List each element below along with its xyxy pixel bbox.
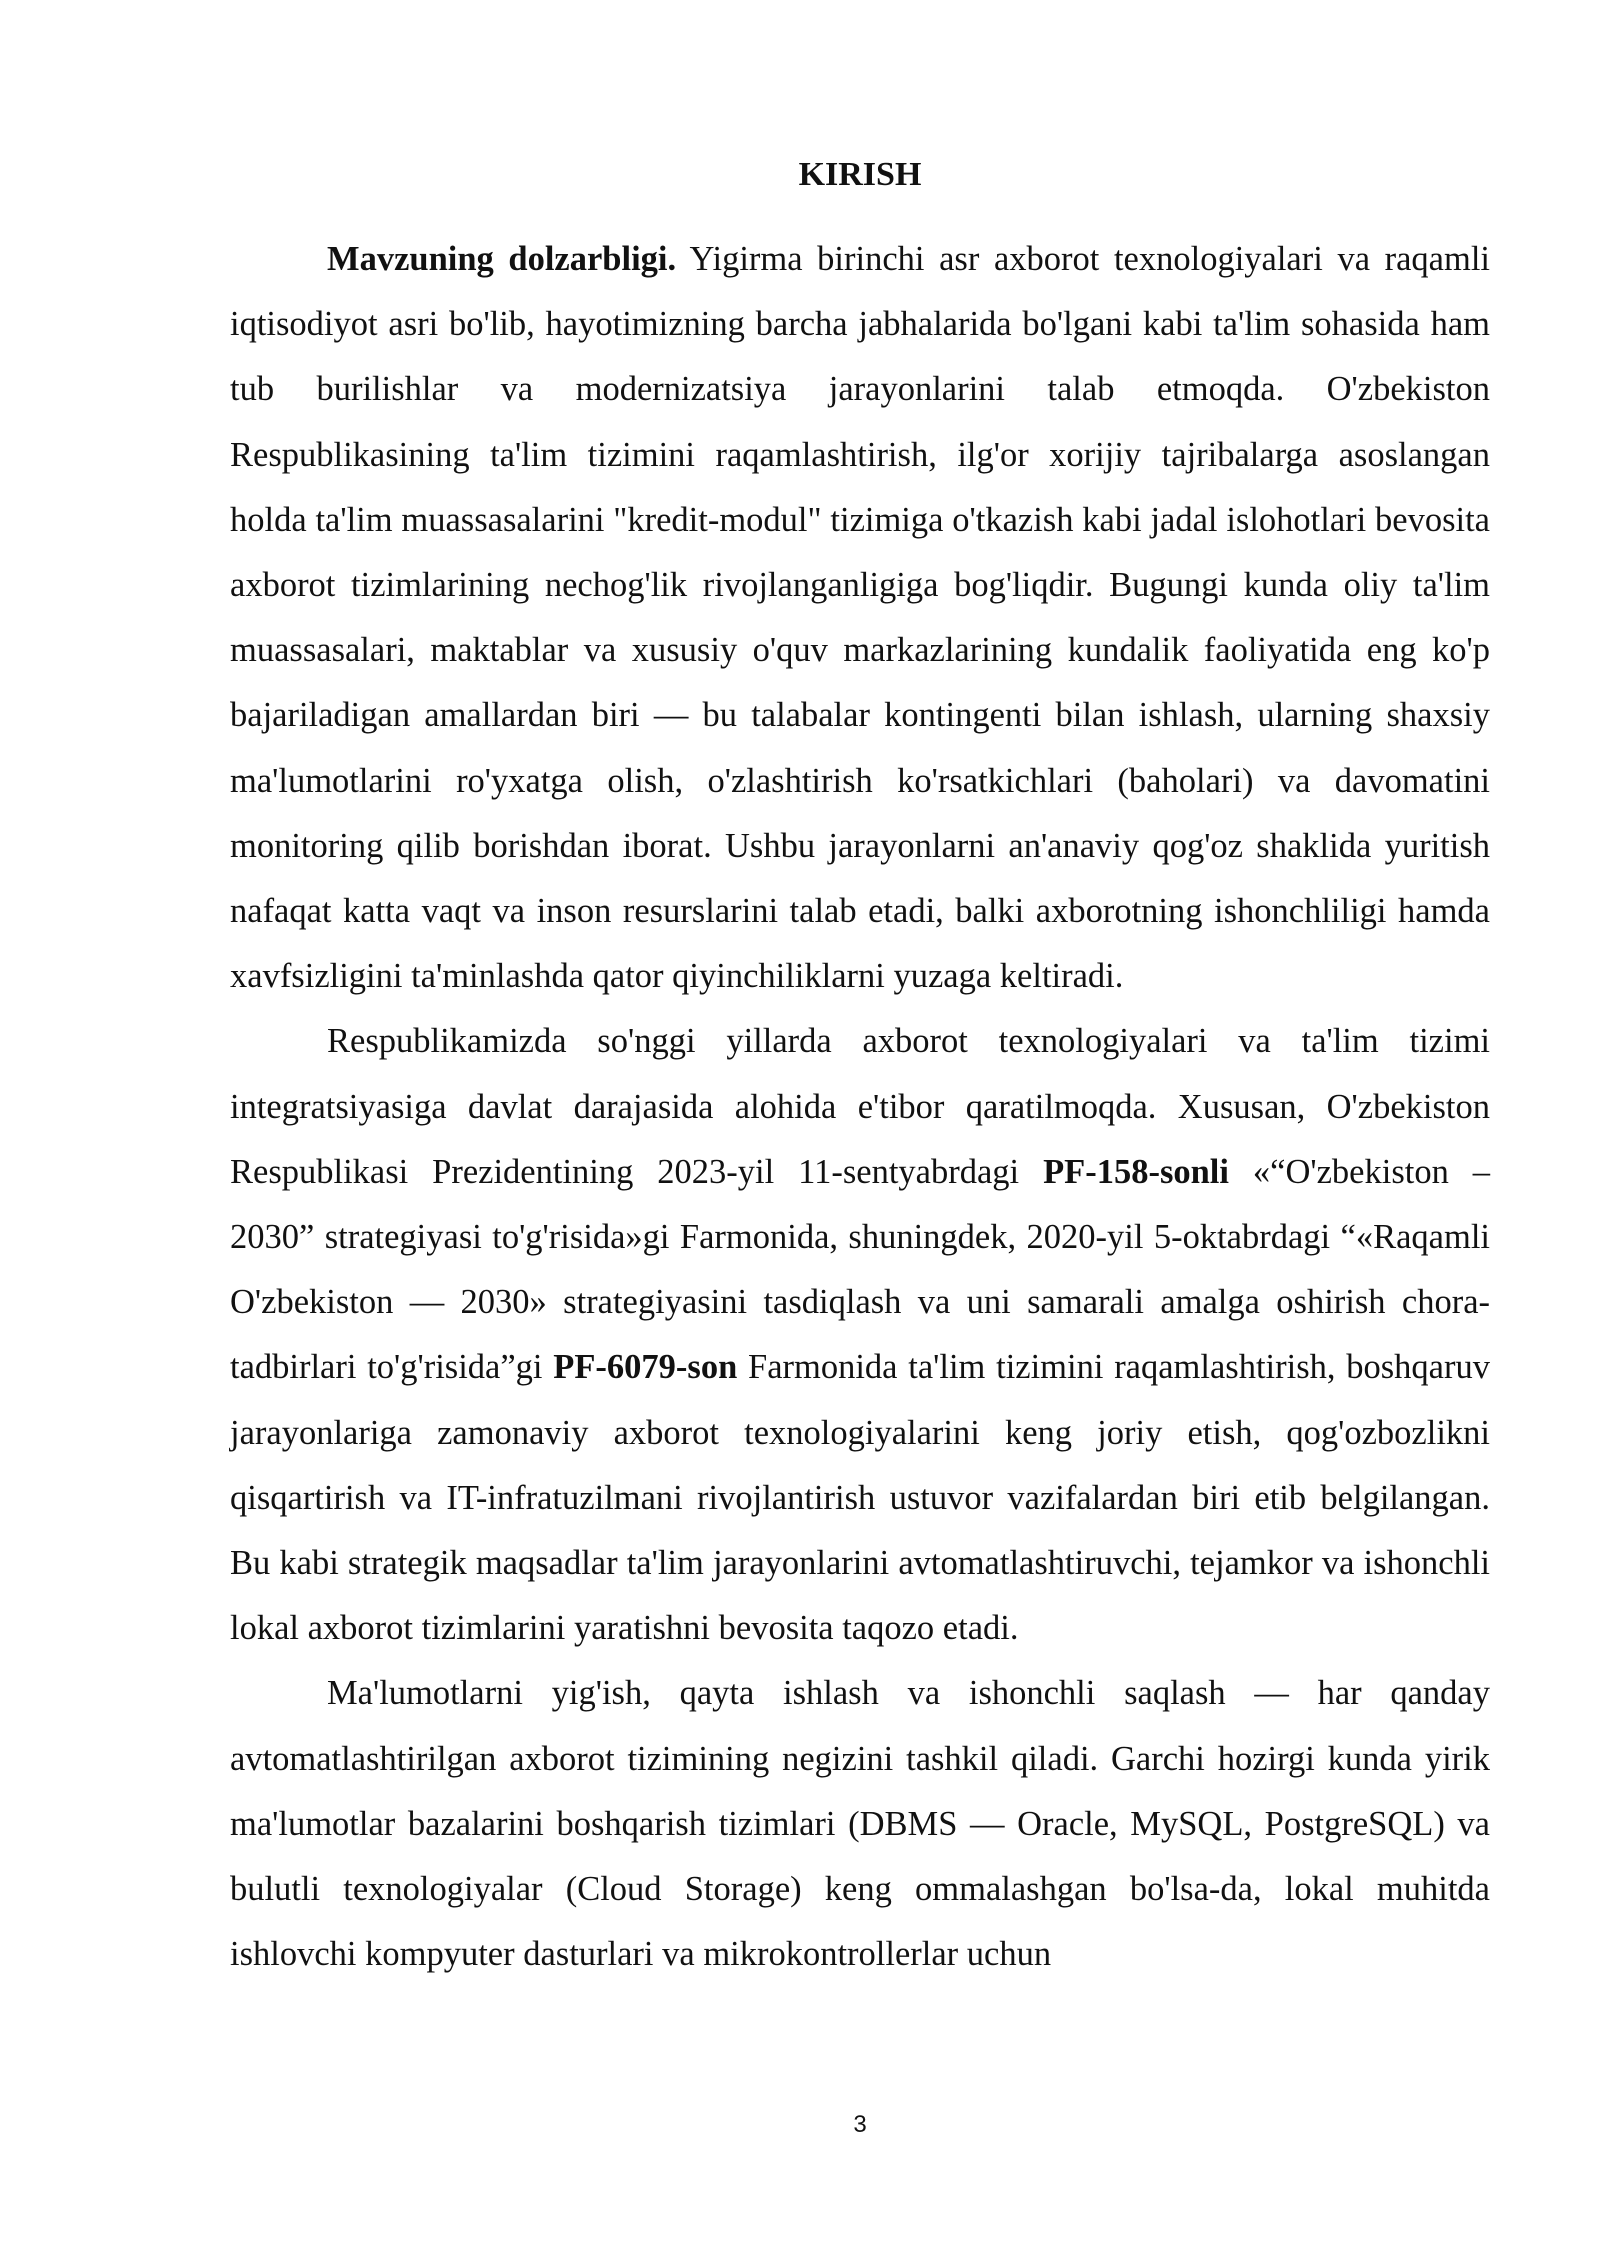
- decree-number: PF-158-sonli: [1043, 1152, 1229, 1191]
- paragraph-data-storage: [230, 1661, 1490, 1987]
- paragraph-state-policy: [230, 1009, 1490, 1661]
- paragraph-relevance: [230, 227, 1490, 1009]
- paragraph-lead-term: Mavzuning dolzarbligi.: [327, 240, 677, 278]
- page-number: 3: [853, 2111, 867, 2138]
- section-heading: KIRISH: [798, 156, 922, 193]
- paragraph-text: «“O'zbekiston – 2030” strategiyasi to'g'risida»gi Farmonida, shuningdek, 2020-yil 5-oktabrdagi “«Raqamli O'zbekiston — 2030» strategiyasini tasdiqlash va uni samarali amalga oshirish chora-tadbirlari to'g'risida”gi: [230, 1152, 1491, 1387]
- paragraph-text: Respublikamizda so'nggi yillarda axborot texnologiyalari va ta'lim tizimi integratsiyasiga davlat darajasida alohida e'tibor qaratilmoqda. Xususan, O'zbekiston Respublikasi Prezidentining 2023-yil 11-sentyabrdagi: [230, 1022, 1490, 1191]
- body-text: [230, 227, 1490, 1987]
- paragraph-text: Yigirma birinchi asr axborot texnologiyalari va raqamli iqtisodiyot asri bo'lib, hayotimizning barcha jabhalarida bo'lgani kabi ta'lim sohasida ham tub burilishlar va modernizatsiya jarayonlarini talab etmoqda. O'zbekiston Respublikasining ta'lim tizimini raqamlashtirish, ilg'or xorijiy tajribalarga asoslangan holda ta'lim muassasalarini "kredit-modul" tizimiga o'tkazish kabi jadal islohotlari bevosita axborot tizimlarining nechog'lik rivojlanganligiga bog'liqdir. Bugungi kunda oliy ta'lim muassasalari, maktablar va xususiy o'quv markazlarining kundalik faoliyatida eng ko'p bajariladigan amallardan biri — bu talabalar kontingenti bilan ishlash, ularning shaxsiy ma'lumotlarini ro'yxatga olish, o'zlashtirish ko'rsatkichlari (baholari) va davomatini monitoring qilib borishdan iborat. Ushbu jarayonlarni an'anaviy qog'oz shaklida yuritish nafaqat katta vaqt va inson resurslarini talab etadi, balki axborotning ishonchliligi hamda xavfsizligini ta'minlashda qator qiyinchiliklarni yuzaga keltiradi.: [230, 240, 1490, 996]
- decree-number: PF-6079-son: [553, 1348, 738, 1387]
- paragraph-text: Ma'lumotlarni yig'ish, qayta ishlash va ishonchli saqlash — har qanday avtomatlashtirilgan axborot tizimining negizini tashkil qiladi. Garchi hozirgi kunda yirik ma'lumotlar bazalarini boshqarish tizimlari (DBMS — Oracle, MySQL, PostgreSQL) va bulutli texnologiyalar (Cloud Storage) keng ommalashgan bo'lsa-da, lokal muhitda ishlovchi kompyuter dasturlari va mikrokontrollerlar uchun: [230, 1674, 1490, 1974]
- paragraph-text: Farmonida ta'lim tizimini raqamlashtirish, boshqaruv jarayonlariga zamonaviy axborot texnologiyalarini keng joriy etish, qog'ozbozlikni qisqartirish va IT-infratuzilmani rivojlantirish ustuvor vazifalardan biri etib belgilangan. Bu kabi strategik maqsadlar ta'lim jarayonlarini avtomatlashtiruvchi, tejamkor va ishonchli lokal axborot tizimlarini yaratishni bevosita taqozo etadi.: [230, 1348, 1490, 1648]
